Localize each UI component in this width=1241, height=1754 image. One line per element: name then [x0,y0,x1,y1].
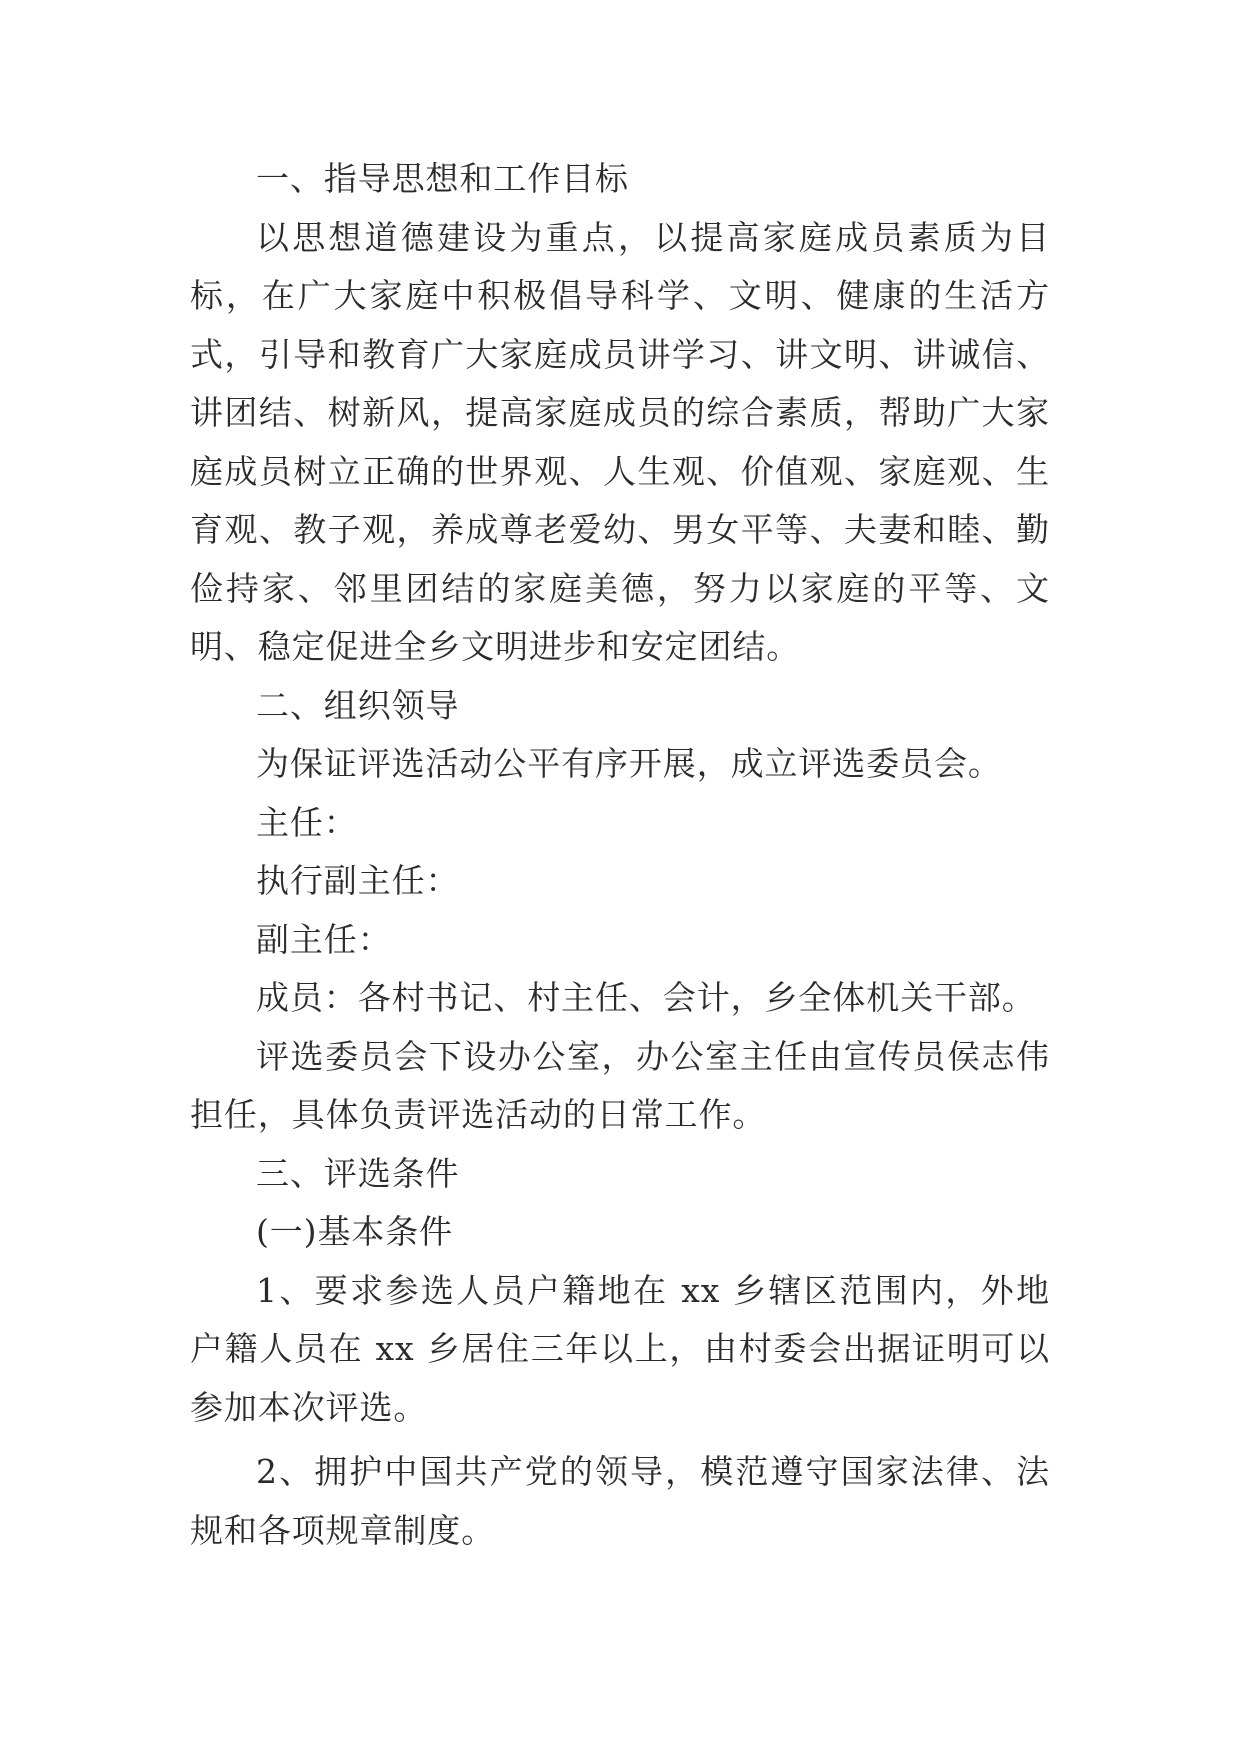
deputy-director-line: 副主任： [256,919,392,959]
executive-deputy-director-line: 执行副主任： [256,861,460,900]
heading-selection-criteria: 三、评选条件 [256,1153,460,1193]
director-line: 主任： [256,802,358,842]
paragraph-committee: 为保证评选活动公平有序开展，成立评选委员会。 [256,744,1002,783]
condition-item-1: 1、要求参选人员户籍地在 xx 乡辖区范围内，外地户籍人员在 xx 乡居住三年以上，由村委会出据证明可以参加本次评选。 [190,1270,1050,1427]
heading-organization: 二、组织领导 [256,685,460,725]
members-line: 成员：各村书记、村主任、会计，乡全体机关干部。 [256,978,1036,1017]
condition-item-2: 2、拥护中国共产党的领导，模范遵守国家法律、法规和各项规章制度。 [190,1452,1050,1550]
document-page [190,150,1050,1560]
subheading-basic-conditions: (一)基本条件 [256,1212,454,1251]
paragraph-office: 评选委员会下设办公室，办公室主任由宣传员侯志伟担任，具体负责评选活动的日常工作。 [190,1036,1050,1134]
heading-guiding-ideology: 一、指导思想和工作目标 [256,159,629,198]
paragraph-guiding-ideology: 以思想道德建设为重点，以提高家庭成员素质为目标，在广大家庭中积极倡导科学、文明、健康的生活方式，引导和教育广大家庭成员讲学习、讲文明、讲诚信、讲团结、树新风，提高家庭成员的综合素质，帮助广大家庭成员树立正确的世界观、人生观、价值观、家庭观、生育观、教子观，养成尊老爱幼、男女平等、夫妻和睦、勤俭持家、邻里团结的家庭美德，努力以家庭的平等、文明、稳定促进全乡文明进步和安定团结。 [190,217,1050,666]
